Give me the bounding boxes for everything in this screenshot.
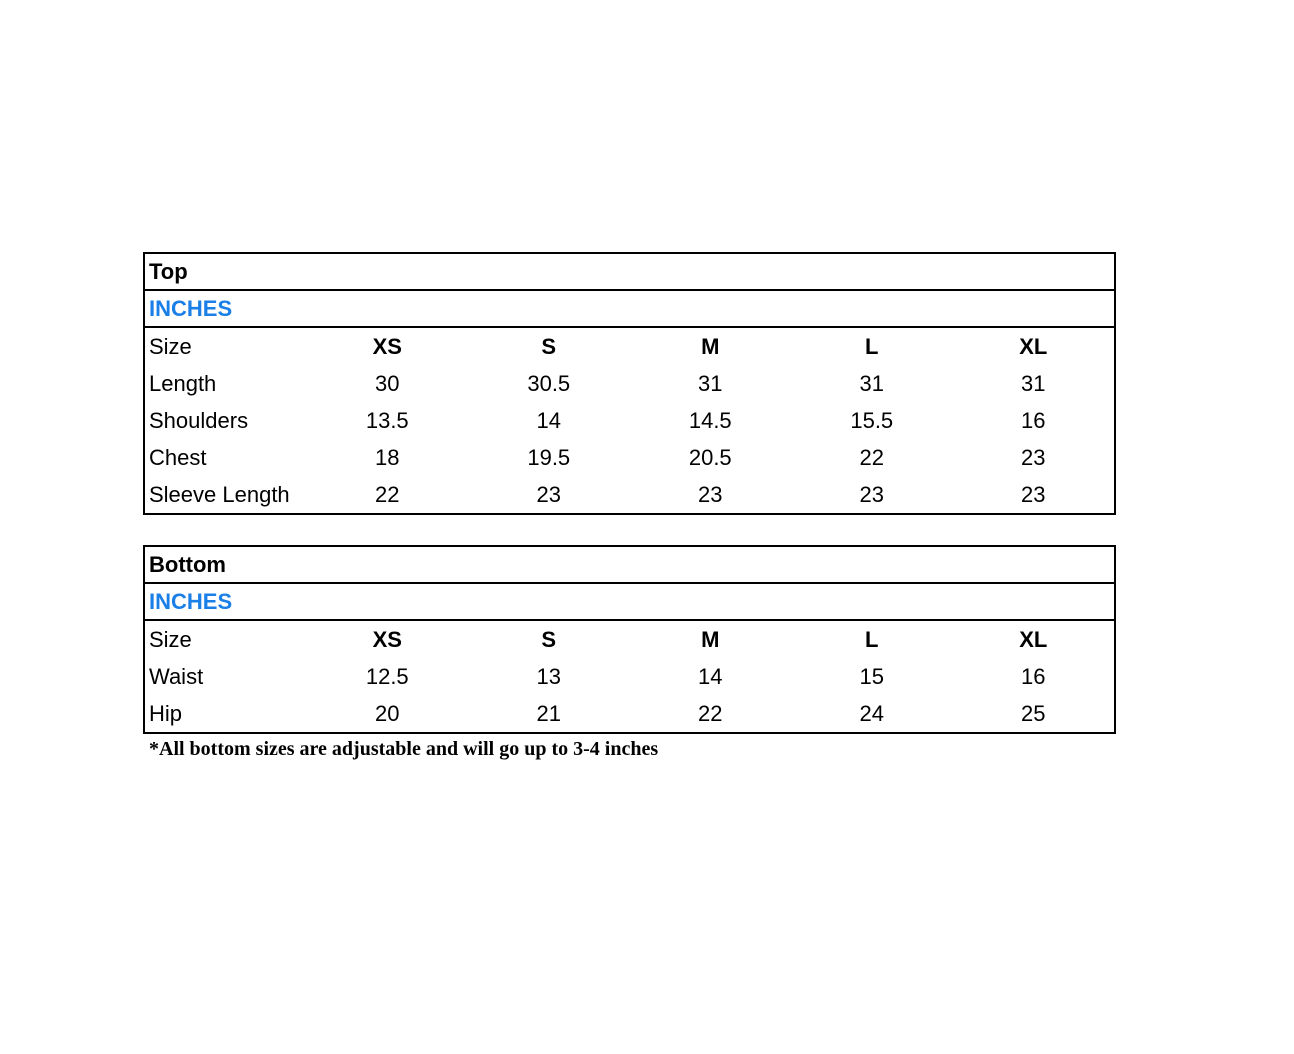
table-row [145, 402, 1114, 439]
table-row [145, 695, 1114, 732]
size-s-header: S [541, 333, 557, 359]
table-row [145, 439, 1114, 476]
table-cell: 30.5 [527, 370, 571, 396]
size-l-header: L [865, 333, 879, 359]
table-cell: 23 [698, 481, 723, 507]
table-cell: 15.5 [850, 407, 894, 433]
table-cell: 30 [375, 370, 400, 396]
size-header-row [145, 328, 1114, 365]
size-m-header: M [701, 626, 720, 652]
table-row [145, 658, 1114, 695]
table-cell: 16 [1021, 663, 1046, 689]
bottom-size-table [143, 545, 1116, 734]
size-xl-header: XL [1019, 626, 1048, 652]
unit-label: INCHES [145, 291, 1114, 328]
size-xs-header: XS [372, 626, 402, 652]
size-xs-header: XS [372, 333, 402, 359]
size-m-header: M [701, 333, 720, 359]
size-header-label: Size [149, 333, 192, 359]
table-cell: 21 [536, 700, 561, 726]
table-cell: 14.5 [688, 407, 732, 433]
table-cell: 23 [1021, 444, 1046, 470]
table-cell: 20.5 [688, 444, 732, 470]
table-cell: 18 [375, 444, 400, 470]
table-cell: 23 [536, 481, 561, 507]
size-header-label: Size [149, 626, 192, 652]
table-cell: 25 [1021, 700, 1046, 726]
table-cell: 14 [536, 407, 561, 433]
row-label: Chest [149, 444, 207, 470]
table-cell: 31 [859, 370, 884, 396]
size-xl-header: XL [1019, 333, 1048, 359]
table-cell: 13 [536, 663, 561, 689]
table-cell: 23 [1021, 481, 1046, 507]
table-row [145, 476, 1114, 513]
table-row [145, 365, 1114, 402]
table-title: Bottom [145, 547, 1114, 584]
top-size-table [143, 252, 1116, 515]
table-cell: 16 [1021, 407, 1046, 433]
unit-label: INCHES [145, 584, 1114, 621]
size-l-header: L [865, 626, 879, 652]
table-cell: 23 [859, 481, 884, 507]
size-s-header: S [541, 626, 557, 652]
table-title: Top [145, 254, 1114, 291]
row-label: Shoulders [149, 407, 249, 433]
table-cell: 20 [375, 700, 400, 726]
table-cell: 22 [375, 481, 400, 507]
row-label: Waist [149, 663, 204, 689]
table-cell: 15 [859, 663, 884, 689]
table-cell: 19.5 [527, 444, 571, 470]
table-cell: 31 [1021, 370, 1046, 396]
table-cell: 22 [859, 444, 884, 470]
table-cell: 13.5 [365, 407, 409, 433]
table-cell: 12.5 [365, 663, 409, 689]
size-header-row [145, 621, 1114, 658]
table-cell: 14 [698, 663, 723, 689]
row-label: Length [149, 370, 217, 396]
table-cell: 22 [698, 700, 723, 726]
table-cell: 24 [859, 700, 884, 726]
footnote: *All bottom sizes are adjustable and will go up to 3-4 inches [149, 738, 659, 760]
table-cell: 31 [698, 370, 723, 396]
row-label: Hip [149, 700, 183, 726]
row-label: Sleeve Length [149, 481, 290, 507]
